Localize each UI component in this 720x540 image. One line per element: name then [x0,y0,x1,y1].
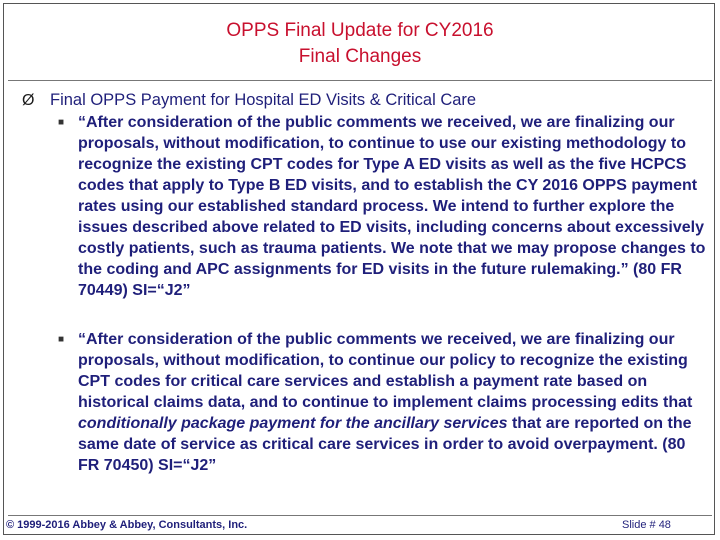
sub-bullet-emphasis: conditionally package payment for the ancillary services [78,415,508,432]
slide-number: Slide # 48 [622,519,671,531]
sub-bullet-text-before: “After consideration of the public comments we received, we are finalizing our proposals, without modification, to continue our policy to recognize the existing CPT codes for critical care services and establish a payment rate based on historical claims data, and to continue to implement claims processing edits that [78,331,693,411]
footer-divider [8,515,712,516]
copyright-notice: © 1999-2016 Abbey & Abbey, Consultants, Inc. [6,519,248,531]
sub-bullet-text [78,329,708,476]
sub-bullet-critical-care [58,329,708,476]
title-divider [8,80,712,81]
sub-bullet-text: “After consideration of the public comments we received, we are finalizing our proposals, without modification, to continue to use our existing methodology to recognize the existing CPT codes for Type A ED visits as well as the five HCPCS codes that apply to Type B ED visits, and to establish the CY 2016 OPPS payment rates using our established standard process. We intend to further explore the issues described above related to ED visits, including concerns about excessively costly patients, such as trauma patients. We note that we may propose changes to the coding and APC assignments for ED visits in the future rulemaking.” (80 FR 70449) SI=“J2” [78,114,706,299]
title-line-2: Final Changes [298,46,422,67]
sub-bullet-ed-visits [58,112,708,301]
arrow-bullet-icon: Ø [22,92,35,109]
square-bullet-icon: ■ [58,117,65,128]
main-bullet [22,90,712,111]
square-bullet-icon: ■ [58,334,65,345]
title-line-1: OPPS Final Update for CY2016 [226,20,494,41]
sub-bullet-text-after: that are reported on the same date of service as critical care services in order to avoid overpayment. (80 FR 70450) SI=“J2” [78,415,692,474]
slide-title [0,18,720,70]
main-bullet-label: Final OPPS Payment for Hospital ED Visits & Critical Care [50,91,477,109]
